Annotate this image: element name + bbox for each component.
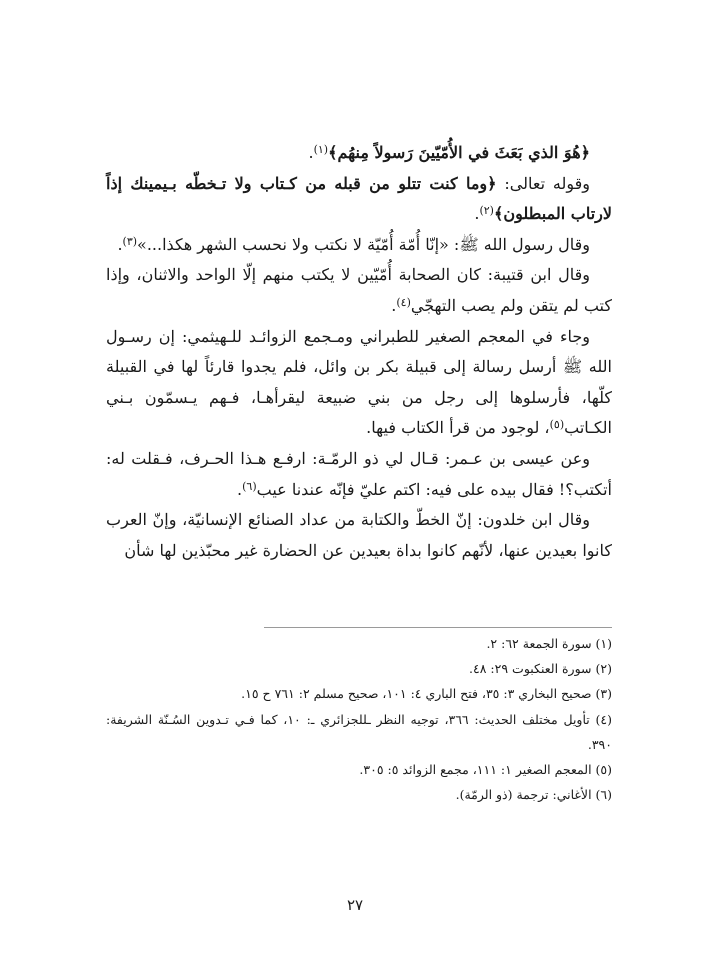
paragraph-ibn-qutayba: وقال ابن قتيبة: كان الصحابة أُمّيّين لا يكتب منهم إلّا الواحد والاثنان، وإذا كتب لم يتقن ولم يصب التهجّي$^{(٤)}$. (106, 265, 612, 315)
footnote-4: (٤) تأويل مختلف الحديث: ٣٦٦، توجيه النظر ـللجزائري ـ: ١٠، كما فـي تـدوين السُـنّة الشريفة: ٣٩٠. (106, 711, 613, 752)
footnote-ref[interactable]: (٦) (242, 479, 257, 493)
footnote-ref[interactable]: (٥) (549, 418, 565, 432)
footnotes (106, 631, 612, 807)
footnote-ref[interactable]: (١) (313, 143, 329, 156)
paragraph-isa-ibn-umar: وعن عيسى بن عـمر: قـال لي ذو الرمّـة: ارفـع هـذا الحـرف، فـقلت له: أتكتب؟! فقال بيده على فيه: اكتم عليّ فإنّه عندنا عيب$^{(٦)}$. (106, 448, 612, 499)
footnote-ref[interactable]: (٤) (396, 295, 411, 309)
paragraph-tabarani: وجاء في المعجم الصغير للطبراني ومـجمع الزوائـد للـهيثمي: إن رسـول الله ﷺ أرسل رسالة إلى قبيلة بكر بن وائل، فلم يجدوا قارئاً لها في القبيلة كلّها، فأرسلوها إلى رجل من بني ضبيعة ليقرأهـا، فـهم يـسمّون بـني الكـاتب$^{(٥)}$، لوجود من قرأ الكتاب فيها. (106, 326, 613, 438)
paragraph-hadith: وقال رسول الله ﷺ: «إنّا أُمّة أُمّيّة لا نكتب ولا نحسب الشهر هكذا...»$^{(٣)}$. (117, 234, 590, 254)
page-number: ٢٧ (346, 896, 364, 914)
footnote-ref[interactable]: (٢) (479, 204, 494, 218)
footnote-6: (٦) الأغاني: ترجمة (ذو الرمّة). (455, 787, 612, 803)
footnote-separator (264, 627, 612, 628)
footnote-5: (٥) المعجم الصغير ١: ١١١، مجمع الزوائد ٥: ٣٠٥. (359, 762, 612, 778)
footnote-3: (٣) صحيح البخاري ٣: ٣٥، فتح الباري ٤: ١٠١، صحيح مسلم ٢: ٧٦١ ح ١٥. (241, 686, 612, 702)
footnote-1: (١) سورة الجمعة ٦٢: ٢. (486, 636, 612, 651)
footnote-ref[interactable]: (٣) (122, 234, 138, 248)
footnote-2: (٢) سورة العنكبوت ٢٩: ٤٨. (469, 661, 612, 677)
main-text (106, 138, 612, 566)
paragraph-ibn-khaldun: وقال ابن خلدون: إنّ الخطّ والكتابة من عداد الصنائع الإنسانيّة، وإنّ العرب كانوا بعيدين عنها، لأنّهم كانوا بداة بعيدين عن الحضارة غير محبّذين لها شأن (106, 510, 612, 560)
quran-verse: ﴿وما كنت تتلو من قبله من كـتاب ولا تـخطّه بـيمينك إذاً لارتاب المبطلون﴾ (106, 173, 612, 224)
paragraph-quran-quote: وقوله تعالى: ﴿وما كنت تتلو من قبله من كـتاب ولا تـخطّه بـيمينك إذاً لارتاب المبطلون﴾$^{(٢)}$. (106, 173, 612, 224)
verse-paragraph: ﴿هُوَ الذي بَعَثَ في الأُمّيّينَ رَسولاً مِنهُم﴾$^{(١)}$. (308, 143, 590, 162)
quran-verse: ﴿هُوَ الذي بَعَثَ في الأُمّيّينَ رَسولاً مِنهُم﴾ (328, 143, 590, 162)
